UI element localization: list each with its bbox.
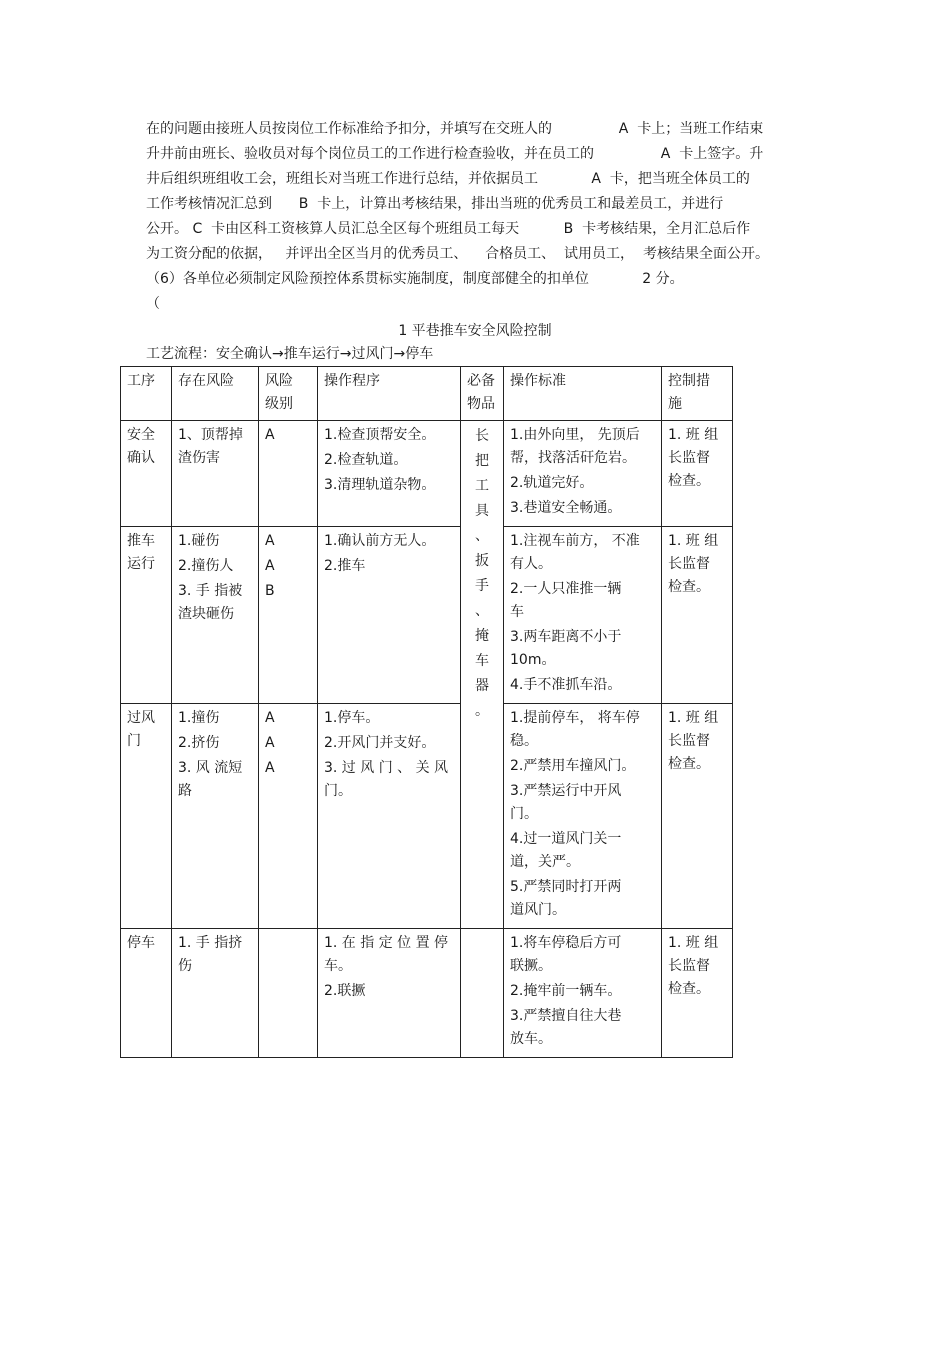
- standard-cell-item: 3.两车距离不小于 10m。: [510, 629, 622, 668]
- level-cell-item: A: [265, 558, 275, 574]
- table-row: [121, 421, 733, 527]
- procedure-cell-item: 1. 在 指 定 位 置 停 车。: [324, 935, 449, 974]
- column-header: 风险 级别: [259, 367, 318, 421]
- level-cell: [259, 929, 318, 1058]
- step-cell: 推车 运行: [121, 527, 172, 704]
- required-item-char: 掩: [475, 628, 489, 644]
- paragraph-line: 为工资分配的依据， 并评出全区当月的优秀员工、 合格员工、 试用员工， 考核结果全面公开。: [146, 246, 769, 262]
- paragraph-line: 在的问题由接班人员按岗位工作标准给予扣分，并填写在交班人的 A 卡上；当班工作结束: [146, 121, 764, 137]
- level-cell-item: A: [265, 533, 275, 549]
- risk-cell-item: 2.挤伤: [178, 735, 220, 751]
- procedure-cell-item: 1.停车。: [324, 710, 380, 726]
- procedure-cell-item: 1.确认前方无人。: [324, 533, 436, 549]
- body-paragraph: [146, 117, 806, 317]
- procedure-cell: [318, 527, 461, 704]
- process-flow: 工艺流程：安全确认→推车运行→过风门→停车: [146, 346, 434, 362]
- standard-cell-item: 1.注视车前方， 不准 有人。: [510, 533, 640, 572]
- risk-control-table: [120, 366, 733, 1058]
- paragraph-line: （6）各单位必须制定风险预控体系贯标实施制度，制度部健全的扣单位 2 分。: [146, 271, 684, 287]
- procedure-cell-item: 2.检查轨道。: [324, 452, 408, 468]
- step-cell: 过风 门: [121, 704, 172, 929]
- section-title: 1 平巷推车安全风险控制: [398, 323, 552, 339]
- standard-cell-item: 3.巷道安全畅通。: [510, 500, 622, 516]
- procedure-cell: [318, 421, 461, 527]
- required-item-char: 手: [475, 578, 489, 594]
- risk-cell: [172, 527, 259, 704]
- required-item-char: 、: [475, 603, 489, 619]
- control-cell: 1. 班 组 长监督 检查。: [662, 704, 733, 929]
- standard-cell-item: 1.提前停车， 将车停 稳。: [510, 710, 640, 749]
- required-item-char: 扳: [475, 553, 489, 569]
- procedure-cell-item: 2.推车: [324, 558, 366, 574]
- table-row: [121, 527, 733, 704]
- risk-cell-item: 2.撞伤人: [178, 558, 234, 574]
- required-item-char: 把: [475, 453, 489, 469]
- risk-cell-item: 1. 手 指挤 伤: [178, 935, 243, 974]
- standard-cell-item: 1.将车停稳后方可 联撅。: [510, 935, 622, 974]
- procedure-cell-item: 3.清理轨道杂物。: [324, 477, 436, 493]
- standard-cell-item: 4.手不准抓车沿。: [510, 677, 622, 693]
- step-cell: 停车: [121, 929, 172, 1058]
- level-cell: [259, 421, 318, 527]
- required-item-char: 工: [475, 478, 489, 494]
- control-cell: 1. 班 组 长监督 检查。: [662, 527, 733, 704]
- standard-cell: [504, 704, 662, 929]
- level-cell: [259, 527, 318, 704]
- column-header: 必备 物品: [461, 367, 504, 421]
- standard-cell-item: 2.一人只准推一辆 车: [510, 581, 622, 620]
- step-cell: 安全 确认: [121, 421, 172, 527]
- column-header: 工序: [121, 367, 172, 421]
- standard-cell: [504, 929, 662, 1058]
- level-cell: [259, 704, 318, 929]
- standard-cell-item: 2.掩牢前一辆车。: [510, 983, 622, 999]
- procedure-cell: [318, 929, 461, 1058]
- required-item-char: 具: [475, 503, 489, 519]
- control-cell: 1. 班 组 长监督 检查。: [662, 929, 733, 1058]
- standard-cell-item: 2.轨道完好。: [510, 475, 594, 491]
- risk-cell-item: 3. 手 指被 渣块砸伤: [178, 583, 243, 622]
- procedure-cell-item: 2.开风门并支好。: [324, 735, 436, 751]
- standard-cell-item: 5.严禁同时打开两 道风门。: [510, 879, 622, 918]
- standard-cell-item: 3.严禁擅自往大巷 放车。: [510, 1008, 622, 1047]
- column-header: 控制措 施: [662, 367, 733, 421]
- risk-cell-item: 1、顶帮掉 渣伤害: [178, 427, 243, 466]
- paragraph-line: 升井前由班长、验收员对每个岗位员工的工作进行检查验收，并在员工的 A 卡上签字。升: [146, 146, 764, 162]
- level-cell-item: A: [265, 427, 275, 443]
- standard-cell: [504, 421, 662, 527]
- procedure-cell-item: 2.联撅: [324, 983, 366, 999]
- standard-cell: [504, 527, 662, 704]
- procedure-cell-item: 3. 过 风 门 、 关 风 门。: [324, 760, 449, 799]
- column-header: 操作标准: [504, 367, 662, 421]
- risk-cell-item: 3. 风 流短 路: [178, 760, 243, 799]
- paragraph-line: 工作考核情况汇总到 B 卡上，计算出考核结果，排出当班的优秀员工和最差员工，并进行: [146, 196, 724, 212]
- standard-cell-item: 3.严禁运行中开风 门。: [510, 783, 622, 822]
- column-header: 操作程序: [318, 367, 461, 421]
- required-items-cell: [461, 421, 504, 929]
- control-cell: 1. 班 组 长监督 检查。: [662, 421, 733, 527]
- table-row: [121, 929, 733, 1058]
- risk-cell: [172, 929, 259, 1058]
- standard-cell-item: 2.严禁用车撞风门。: [510, 758, 636, 774]
- required-items-empty-cell: [461, 929, 504, 1058]
- level-cell-item: A: [265, 735, 275, 751]
- risk-cell: [172, 704, 259, 929]
- table-row: [121, 704, 733, 929]
- procedure-cell: [318, 704, 461, 929]
- paragraph-line: 井后组织班组收工会，班组长对当班工作进行总结，并依据员工 A 卡，把当班全体员工的: [146, 171, 750, 187]
- table-header-row: [121, 367, 733, 421]
- procedure-cell-item: 1.检查顶帮安全。: [324, 427, 436, 443]
- level-cell-item: A: [265, 710, 275, 726]
- required-item-char: 、: [475, 528, 489, 544]
- required-item-char: 。: [475, 703, 489, 719]
- standard-cell-item: 4.过一道风门关一 道，关严。: [510, 831, 622, 870]
- risk-cell: [172, 421, 259, 527]
- column-header: 存在风险: [172, 367, 259, 421]
- risk-cell-item: 1.碰伤: [178, 533, 220, 549]
- required-item-char: 车: [475, 653, 489, 669]
- level-cell-item: A: [265, 760, 275, 776]
- risk-cell-item: 1.撞伤: [178, 710, 220, 726]
- required-item-char: 器: [475, 678, 489, 694]
- paragraph-line: 公开。 C 卡由区科工资核算人员汇总全区每个班组员工每天 B 卡考核结果，全月汇总后作: [146, 221, 751, 237]
- standard-cell-item: 1.由外向里， 先顶后 帮，找落活矸危岩。: [510, 427, 640, 466]
- level-cell-item: B: [265, 583, 275, 599]
- required-item-char: 长: [475, 428, 489, 444]
- paragraph-line: （: [146, 296, 160, 312]
